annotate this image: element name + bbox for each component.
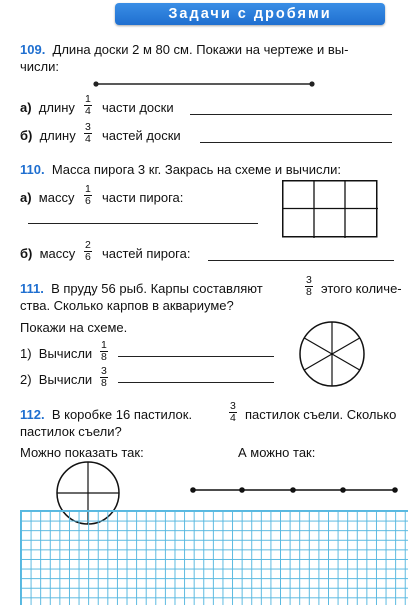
task-110-line1: [20, 162, 341, 178]
fraction-1-4: [84, 94, 92, 117]
answer-line[interactable]: [118, 382, 274, 383]
option-1-label: Можно показать так:: [20, 445, 144, 460]
denominator: 6: [85, 251, 91, 263]
item-label: б): [20, 246, 33, 261]
task-111-number: 111.: [20, 281, 44, 296]
task-111-text2: ства. Сколько карпов в аквариуме?: [20, 298, 234, 313]
numerator: 1: [85, 183, 91, 195]
task-110-a-row: [20, 190, 74, 206]
task-112-text-start: В коробке 16 пастилок.: [51, 407, 193, 422]
task-111-show: Покажи на схеме.: [20, 320, 128, 335]
answer-line[interactable]: [190, 114, 392, 115]
task-111-line1: [20, 281, 263, 297]
task-109-a-after: части доски: [102, 100, 174, 115]
task-109-text2: числи:: [20, 59, 59, 74]
answer-line[interactable]: [118, 356, 274, 357]
answer-line[interactable]: [28, 223, 258, 224]
fraction-2-6: [84, 240, 92, 263]
segment-four-parts[interactable]: [185, 480, 405, 500]
answer-line[interactable]: [208, 260, 394, 261]
numerator: 3: [85, 121, 91, 133]
numerator: 1: [85, 93, 91, 105]
task-109-a-row: [20, 100, 75, 116]
fraction-1-6: [84, 184, 92, 207]
numerator: 3: [230, 400, 236, 412]
item-word: Вычисли: [38, 346, 93, 361]
task-109-b-row: [20, 128, 76, 144]
denominator: 8: [101, 377, 107, 389]
task-112-line1: [20, 407, 192, 423]
numerator: 1: [101, 339, 107, 351]
answer-grid[interactable]: [20, 510, 408, 605]
circle-schema-six-parts[interactable]: [298, 320, 366, 388]
task-111-text-start: В пруду 56 рыб. Карпы составляют: [51, 281, 263, 296]
item-word: длину: [39, 128, 76, 143]
item-label: 1): [20, 346, 32, 361]
item-word: длину: [38, 100, 75, 115]
fraction-1-8: [100, 340, 108, 363]
item-label: а): [20, 100, 32, 115]
pie-schema-rectangle[interactable]: [282, 180, 378, 238]
task-109-number: 109.: [20, 42, 46, 57]
item-label: 2): [20, 372, 32, 387]
numerator: 3: [101, 365, 107, 377]
item-word: массу: [39, 246, 76, 261]
task-110-number: 110.: [20, 162, 45, 177]
item-word: Вычисли: [38, 372, 93, 387]
task-109-text1: Длина доски 2 м 80 см. Покажи на чертеже и вы-: [52, 42, 349, 57]
numerator: 3: [306, 274, 312, 286]
task-111-q2-row: [20, 372, 92, 388]
fraction-3-4: [84, 122, 92, 145]
task-112-number: 112.: [20, 407, 45, 422]
fraction-3-8: [305, 275, 313, 298]
numerator: 2: [85, 239, 91, 251]
task-110-a-after: части пирога:: [102, 190, 184, 205]
denominator: 4: [85, 105, 91, 117]
item-word: массу: [38, 190, 75, 205]
answer-line[interactable]: [200, 142, 392, 143]
denominator: 8: [306, 286, 312, 298]
fraction-3-4: [229, 401, 237, 424]
denominator: 8: [101, 351, 107, 363]
item-label: б): [20, 128, 33, 143]
denominator: 4: [85, 133, 91, 145]
task-112-text-end: пастилок съели. Сколько: [245, 407, 397, 422]
fraction-3-8: [100, 366, 108, 389]
task-111-text-end: этого количе-: [321, 281, 402, 296]
task-112-text2: пастилок съели?: [20, 424, 122, 439]
task-111-q1-row: [20, 346, 92, 362]
page-title: Задачи с дробями: [115, 3, 385, 25]
option-2-label: А можно так:: [238, 445, 316, 460]
task-110-b-row: [20, 246, 75, 262]
task-109-b-after: частей доски: [102, 128, 181, 143]
task-110-text: Масса пирога 3 кг. Закрась на схеме и вычисли:: [51, 162, 341, 177]
task-110-b-after: частей пирога:: [102, 246, 191, 261]
denominator: 6: [85, 195, 91, 207]
denominator: 4: [230, 412, 236, 424]
item-label: а): [20, 190, 32, 205]
